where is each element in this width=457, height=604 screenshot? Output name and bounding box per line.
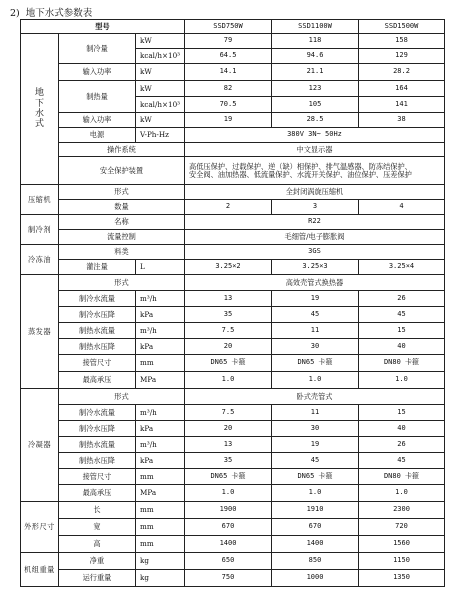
unit-cell: kg xyxy=(136,553,185,570)
value-cell: 45 xyxy=(359,453,445,469)
value-cell: 35 xyxy=(185,307,272,323)
unit-cell: kPa xyxy=(136,453,185,469)
table-row xyxy=(21,307,445,323)
table-row xyxy=(21,372,445,389)
row-label: 灌注量 xyxy=(59,260,136,275)
value-cell: DN65 卡箍 xyxy=(185,469,272,485)
table-row xyxy=(21,453,445,469)
model-name: SSD750W xyxy=(185,20,272,34)
value-cell: 20 xyxy=(185,339,272,355)
group-label: 地下水式 xyxy=(34,88,44,130)
flow-control-value: 毛细管/电子膨胀阀 xyxy=(185,230,445,245)
safety-value xyxy=(185,157,445,185)
unit-cell: kg xyxy=(136,570,185,587)
row-label: 输入功率 xyxy=(59,64,136,81)
value-cell: 13 xyxy=(185,291,272,307)
row-label: 输入功率 xyxy=(59,113,136,128)
row-label: 形式 xyxy=(59,389,185,405)
unit-cell: kPa xyxy=(136,421,185,437)
value-cell: 720 xyxy=(359,519,445,536)
safety-line: 高低压保护、过载保护、逆（缺）相保护、排气温感器、防冻结保护、 xyxy=(189,161,412,171)
row-label: 制热量 xyxy=(59,81,136,113)
group-compressor: 压缩机 xyxy=(21,185,59,215)
value-cell: 40 xyxy=(359,421,445,437)
row-label: 电源 xyxy=(59,128,136,143)
value-cell: 750 xyxy=(185,570,272,587)
value-cell: 45 xyxy=(359,307,445,323)
value-cell: 123 xyxy=(272,81,359,97)
row-label: 形式 xyxy=(59,275,185,291)
unit-cell: mm xyxy=(136,469,185,485)
row-label: 制冷量 xyxy=(59,34,136,64)
table-row xyxy=(21,81,445,97)
value-cell: 1350 xyxy=(359,570,445,587)
value-cell: DN65 卡箍 xyxy=(185,355,272,372)
value-cell: 1.0 xyxy=(185,485,272,502)
value-cell: 28.2 xyxy=(359,64,445,81)
unit-cell: mm xyxy=(136,536,185,553)
value-cell: 3.25×4 xyxy=(359,260,445,275)
group-dimensions: 外形尺寸 xyxy=(21,502,59,553)
value-cell: 15 xyxy=(359,405,445,421)
value-cell: 20 xyxy=(185,421,272,437)
value-cell: DN80 卡箍 xyxy=(359,355,445,372)
row-label: 制冷水流量 xyxy=(59,291,136,307)
value-cell: 30 xyxy=(272,339,359,355)
value-cell: 15 xyxy=(359,323,445,339)
value-cell: 7.5 xyxy=(185,323,272,339)
value-cell: 1.0 xyxy=(272,485,359,502)
value-cell: 2 xyxy=(185,200,272,215)
value-cell: 2300 xyxy=(359,502,445,519)
row-label: 形式 xyxy=(59,185,185,200)
unit-cell: m³/h xyxy=(136,405,185,421)
row-label: 流量控制 xyxy=(59,230,185,245)
value-cell: 40 xyxy=(359,339,445,355)
value-cell: 30 xyxy=(272,421,359,437)
row-label: 接管尺寸 xyxy=(59,355,136,372)
row-label: 制冷水压降 xyxy=(59,307,136,323)
value-cell: 670 xyxy=(272,519,359,536)
unit-cell: kcal/h×10³ xyxy=(136,49,185,64)
table-row xyxy=(21,389,445,405)
safety-line: 安全阀、油加热器、低流量保护、水流开关保护、油位保护、压差保护 xyxy=(189,169,412,179)
value-cell: 1900 xyxy=(185,502,272,519)
value-cell: 1150 xyxy=(359,553,445,570)
value-cell: 14.1 xyxy=(185,64,272,81)
value-cell: 26 xyxy=(359,437,445,453)
unit-cell: mm xyxy=(136,355,185,372)
unit-cell: mm xyxy=(136,502,185,519)
evaporator-type-value: 高效壳管式换热器 xyxy=(185,275,445,291)
row-label: 最高承压 xyxy=(59,372,136,389)
value-cell: 1.0 xyxy=(359,372,445,389)
oil-type-value: 3GS xyxy=(185,245,445,260)
table-row xyxy=(21,355,445,372)
control-value: 中文显示器 xyxy=(185,143,445,157)
value-cell: 105 xyxy=(272,97,359,113)
value-cell: 82 xyxy=(185,81,272,97)
table-row xyxy=(21,469,445,485)
row-label: 操作系统 xyxy=(59,143,185,157)
power-value: 380V 3N~ 50Hz xyxy=(185,128,445,143)
row-label: 制热水压降 xyxy=(59,453,136,469)
unit-cell: kW xyxy=(136,64,185,81)
unit-cell: m³/h xyxy=(136,437,185,453)
unit-cell: MPa xyxy=(136,372,185,389)
value-cell: 45 xyxy=(272,307,359,323)
table-row xyxy=(21,20,445,34)
value-cell: 11 xyxy=(272,323,359,339)
value-cell: 94.6 xyxy=(272,49,359,64)
group-condenser: 冷凝器 xyxy=(21,389,59,502)
value-cell: 3 xyxy=(272,200,359,215)
model-header-label: 型号 xyxy=(21,20,185,34)
row-label: 制冷水流量 xyxy=(59,405,136,421)
unit-cell: kcal/h×10³ xyxy=(136,97,185,113)
unit-cell: m³/h xyxy=(136,291,185,307)
value-cell: 650 xyxy=(185,553,272,570)
row-label: 制冷水压降 xyxy=(59,421,136,437)
value-cell: 7.5 xyxy=(185,405,272,421)
value-cell: 1.0 xyxy=(359,485,445,502)
value-cell: 26 xyxy=(359,291,445,307)
value-cell: 1.0 xyxy=(272,372,359,389)
value-cell: 64.5 xyxy=(185,49,272,64)
value-cell: 38 xyxy=(359,113,445,128)
table-row xyxy=(21,291,445,307)
value-cell: 35 xyxy=(185,453,272,469)
unit-cell: kW xyxy=(136,81,185,97)
row-label: 名称 xyxy=(59,215,185,230)
unit-cell: kW xyxy=(136,113,185,128)
table-row xyxy=(21,485,445,502)
table-row xyxy=(21,113,445,128)
table-row xyxy=(21,275,445,291)
unit-cell: kPa xyxy=(136,307,185,323)
value-cell: 13 xyxy=(185,437,272,453)
value-cell: 79 xyxy=(185,34,272,49)
row-label: 安全保护装置 xyxy=(59,157,185,185)
row-label: 长 xyxy=(59,502,136,519)
table-row xyxy=(21,143,445,157)
row-label: 数量 xyxy=(59,200,185,215)
table-row xyxy=(21,200,445,215)
value-cell: 141 xyxy=(359,97,445,113)
value-cell: 3.25×2 xyxy=(185,260,272,275)
table-row xyxy=(21,339,445,355)
unit-cell: V-Ph-Hz xyxy=(136,128,185,143)
value-cell: 45 xyxy=(272,453,359,469)
model-name: SSD1500W xyxy=(359,20,445,34)
table-row xyxy=(21,215,445,230)
value-cell: 850 xyxy=(272,553,359,570)
row-label: 高 xyxy=(59,536,136,553)
table-row xyxy=(21,405,445,421)
value-cell: 19 xyxy=(272,437,359,453)
value-cell: DN65 卡箍 xyxy=(272,469,359,485)
row-label: 宽 xyxy=(59,519,136,536)
spec-table xyxy=(20,19,445,587)
unit-cell: mm xyxy=(136,519,185,536)
group-oil: 冷冻油 xyxy=(21,245,59,275)
row-label: 运行重量 xyxy=(59,570,136,587)
table-row xyxy=(21,128,445,143)
value-cell: 19 xyxy=(185,113,272,128)
value-cell: 1000 xyxy=(272,570,359,587)
row-label: 最高承压 xyxy=(59,485,136,502)
value-cell: 28.5 xyxy=(272,113,359,128)
table-row xyxy=(21,570,445,587)
table-row xyxy=(21,245,445,260)
row-label: 制热水流量 xyxy=(59,437,136,453)
section-title: 地下水式参数表 xyxy=(25,8,93,19)
unit-cell: MPa xyxy=(136,485,185,502)
table-row xyxy=(21,421,445,437)
table-row xyxy=(21,323,445,339)
group-underground-water xyxy=(21,34,59,185)
compressor-type-value: 全封闭涡旋压缩机 xyxy=(185,185,445,200)
value-cell: 1.0 xyxy=(185,372,272,389)
value-cell: 70.5 xyxy=(185,97,272,113)
value-cell: 129 xyxy=(359,49,445,64)
refrigerant-name-value: R22 xyxy=(185,215,445,230)
value-cell: 4 xyxy=(359,200,445,215)
value-cell: DN65 卡箍 xyxy=(272,355,359,372)
page-title xyxy=(10,5,92,19)
row-label: 制热水压降 xyxy=(59,339,136,355)
value-cell: 118 xyxy=(272,34,359,49)
model-name: SSD1100W xyxy=(272,20,359,34)
table-row xyxy=(21,536,445,553)
table-row xyxy=(21,502,445,519)
table-row xyxy=(21,437,445,453)
table-row xyxy=(21,34,445,49)
value-cell: DN80 卡箍 xyxy=(359,469,445,485)
row-label: 制热水流量 xyxy=(59,323,136,339)
unit-cell: kW xyxy=(136,34,185,49)
table-row xyxy=(21,519,445,536)
unit-cell: kPa xyxy=(136,339,185,355)
table-row xyxy=(21,157,445,185)
value-cell: 1560 xyxy=(359,536,445,553)
condenser-type-value: 卧式壳管式 xyxy=(185,389,445,405)
value-cell: 11 xyxy=(272,405,359,421)
table-row xyxy=(21,260,445,275)
value-cell: 19 xyxy=(272,291,359,307)
group-evaporator: 蒸发器 xyxy=(21,275,59,389)
value-cell: 3.25×3 xyxy=(272,260,359,275)
row-label: 接管尺寸 xyxy=(59,469,136,485)
unit-cell: L xyxy=(136,260,185,275)
section-number: 2) xyxy=(10,8,20,19)
row-label: 净重 xyxy=(59,553,136,570)
table-row xyxy=(21,64,445,81)
group-weight: 机组重量 xyxy=(21,553,59,587)
table-row xyxy=(21,553,445,570)
row-label: 料类 xyxy=(59,245,185,260)
value-cell: 1400 xyxy=(272,536,359,553)
value-cell: 1400 xyxy=(185,536,272,553)
value-cell: 670 xyxy=(185,519,272,536)
value-cell: 164 xyxy=(359,81,445,97)
value-cell: 158 xyxy=(359,34,445,49)
table-row xyxy=(21,185,445,200)
value-cell: 21.1 xyxy=(272,64,359,81)
value-cell: 1910 xyxy=(272,502,359,519)
table-row xyxy=(21,230,445,245)
unit-cell: m³/h xyxy=(136,323,185,339)
group-refrigerant: 制冷剂 xyxy=(21,215,59,245)
